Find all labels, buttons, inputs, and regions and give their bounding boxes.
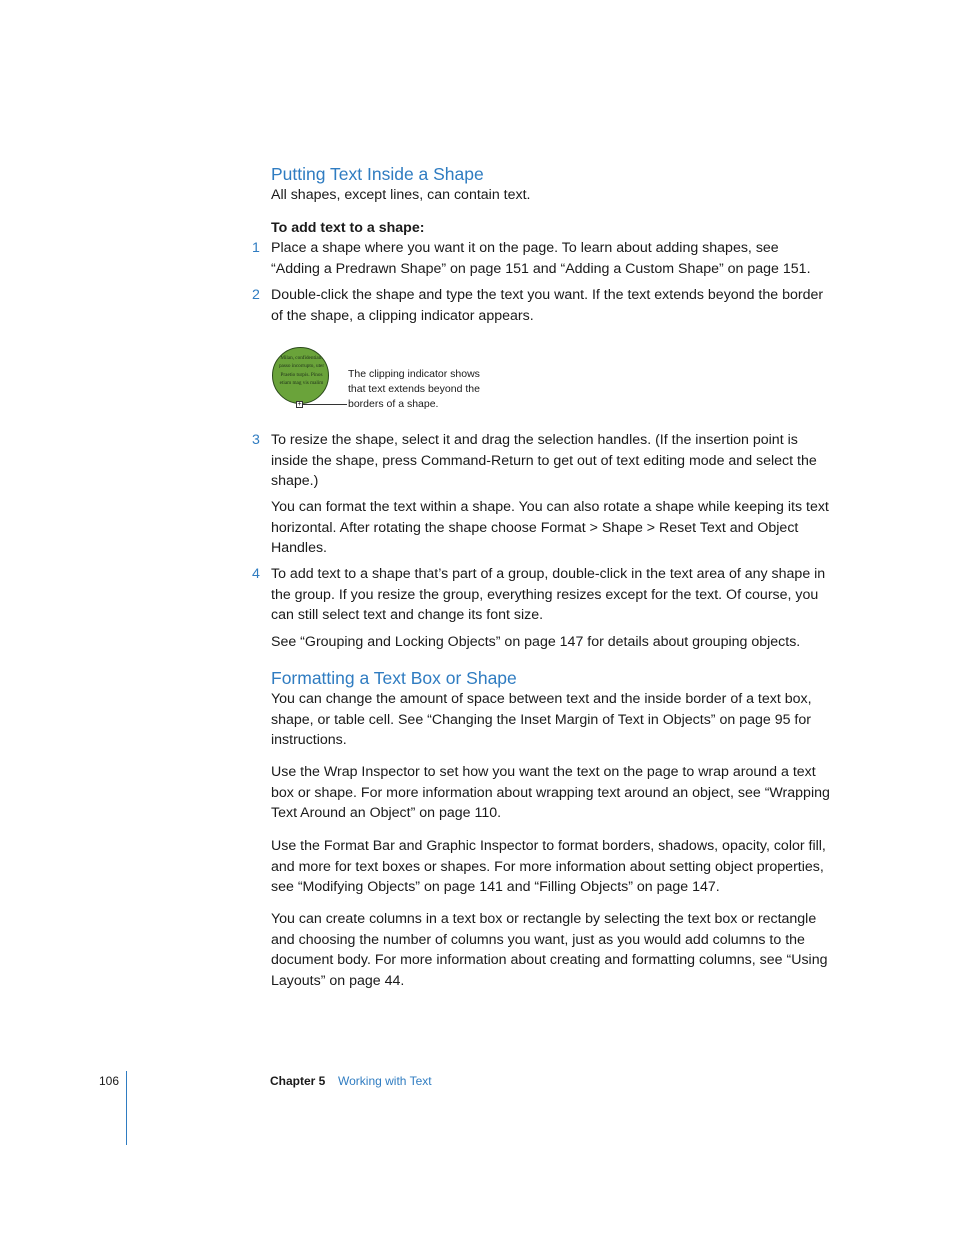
paragraph: You can create columns in a text box or rectangle by selecting the text box or rectangle and choosing the number of columns you want, just as you would add columns to the document body. For more information about creating and formatting columns, see “Using Layouts” on page 44. xyxy=(271,911,828,989)
section-intro: All shapes, except lines, can contain text. xyxy=(271,187,531,203)
shape-text: Milan, confidentiam passo incorrupto, uter Praetio turpis. Pinos etiam mag vis malim xyxy=(278,355,325,386)
clipping-indicator-icon: + xyxy=(297,401,302,408)
figure-caption: The clipping indicator shows that text extends beyond the borders of a shape. xyxy=(348,368,480,410)
green-circle-shape xyxy=(272,347,329,404)
step-number: 2 xyxy=(252,287,260,303)
paragraph: You can change the amount of space between text and the inside border of a text box, shape, or table cell. See “Changing the Inset Margin of Text in Objects” on page 95 for instructions. xyxy=(271,691,812,748)
step-text: Double-click the shape and type the text you want. If the text extends beyond the border of the shape, a clipping indicator appears. xyxy=(271,287,824,324)
step-number: 4 xyxy=(252,566,260,582)
step-extra-text: You can format the text within a shape. You can also rotate a shape while keeping its text horizontal. After rotating the shape choose Format > Shape > Reset Text and Object Handles. xyxy=(271,499,829,556)
chapter-label: Chapter 5 xyxy=(270,1074,326,1088)
section-heading-putting-text: Putting Text Inside a Shape xyxy=(271,164,484,184)
step-text: To resize the shape, select it and drag the selection handles. (If the insertion point is inside the shape, press Command-Return to get out of text editing mode and select the shape.) xyxy=(271,432,817,489)
step-extra-text: See “Grouping and Locking Objects” on page 147 for details about grouping objects. xyxy=(271,634,801,650)
section-heading-formatting: Formatting a Text Box or Shape xyxy=(271,668,517,688)
paragraph: Use the Wrap Inspector to set how you want the text on the page to wrap around a text box or shape. For more information about wrapping text around an object, see “Wrapping Text Around an Object” on page 110. xyxy=(271,764,830,821)
step-text: To add text to a shape that’s part of a group, double-click in the text area of any shape in the group. If you resize the group, everything resizes except for the text. Of course, you can still select text and change its font size. xyxy=(271,566,826,623)
step-number: 1 xyxy=(252,240,260,256)
footer-rule xyxy=(126,1071,127,1145)
callout-line xyxy=(303,404,347,405)
paragraph: Use the Format Bar and Graphic Inspector to format borders, shadows, opacity, color fill, and more for text boxes or shapes. For more information about setting object properties, see “Modifying Objects” on page 141 and “Filling Objects” on page 147. xyxy=(271,838,826,895)
task-heading: To add text to a shape: xyxy=(271,220,425,236)
step-text: Place a shape where you want it on the page. To learn about adding shapes, see “Adding a Predrawn Shape” on page 151 and “Adding a Custom Shape” on page 151. xyxy=(271,240,811,277)
step-number: 3 xyxy=(252,432,260,448)
page-number: 106 xyxy=(99,1074,120,1088)
chapter-title: Working with Text xyxy=(338,1074,432,1088)
